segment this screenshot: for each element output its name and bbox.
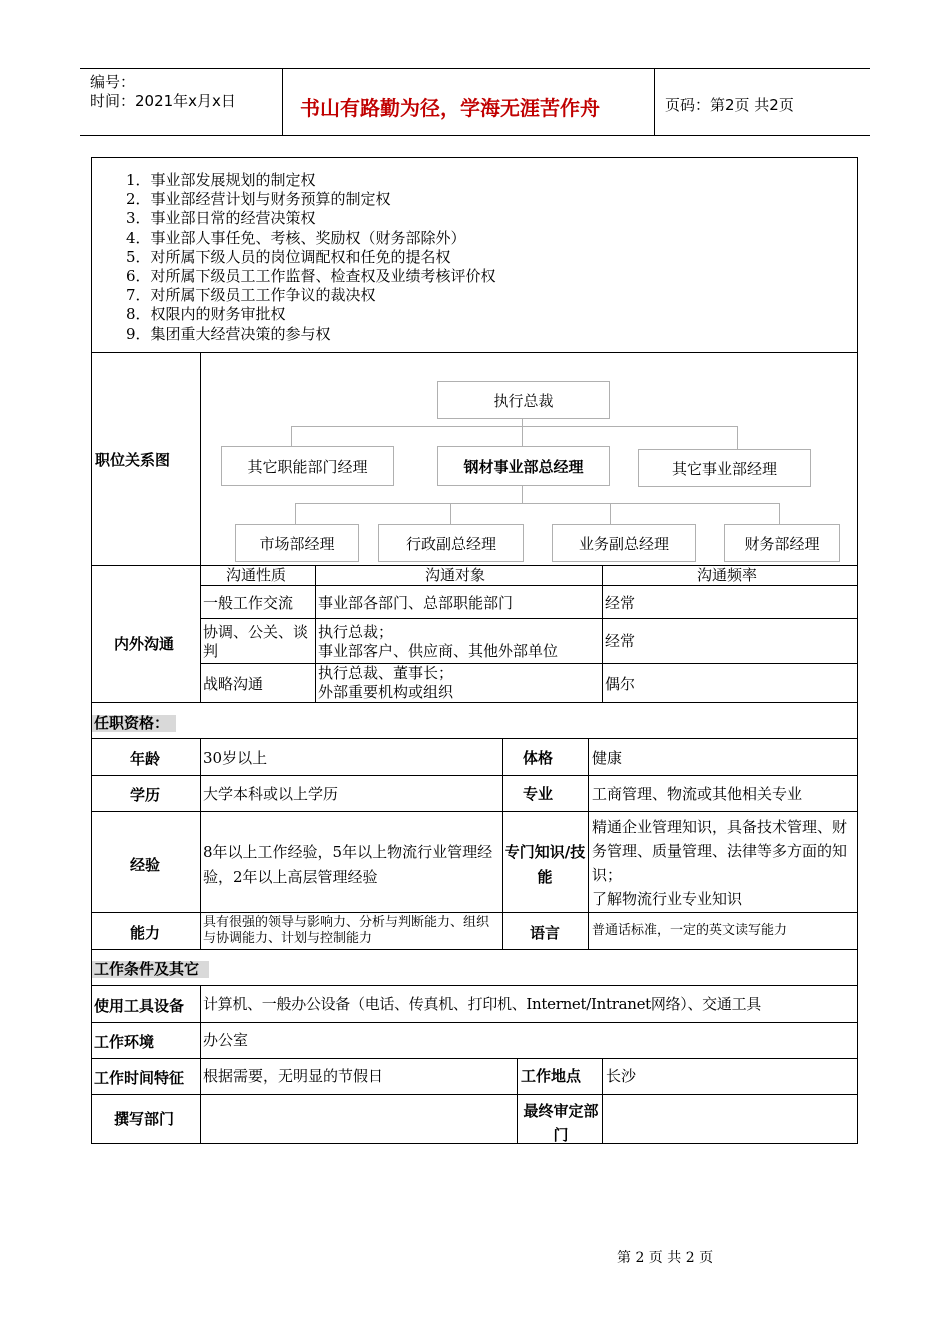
org-connector (737, 426, 738, 449)
list-item: 9．集团重大经营决策的参与权 (126, 324, 331, 343)
row-divider (91, 1094, 858, 1095)
cond-section-title: 工作条件及其它 (94, 960, 200, 978)
ability-value: 具有很强的领导与影响力、分析与判断能力、组织与协调能力、计划与控制能力 (203, 915, 490, 946)
qual-col-divider (502, 738, 503, 949)
list-item: 3．事业部日常的经营决策权 (126, 209, 316, 228)
list-item: 5．对所属下级人员的岗位调配权和任免的提名权 (126, 247, 451, 266)
org-connector (450, 503, 451, 524)
ability-label: 能力 (130, 924, 161, 942)
list-item: 4．事业部人事任免、考核、奖励权（财务部除外） (126, 228, 466, 247)
comm-col-divider (602, 565, 603, 702)
footer-page-number: 第 2 页 共 2 页 (617, 1250, 714, 1266)
header-number-label: 编号： (90, 73, 136, 91)
comm-row-frequency: 偶尔 (605, 675, 636, 693)
list-item: 6．对所属下级员工工作监督、检查权及业绩考核评价权 (126, 267, 496, 286)
comm-header-frequency: 沟通频率 (697, 566, 758, 584)
list-item: 2．事业部经营计划与财务预算的制定权 (126, 190, 391, 209)
comm-divider (200, 663, 858, 664)
row-divider (91, 1058, 858, 1059)
header-page-label: 页码：第2页 共2页 (665, 96, 794, 114)
health-label: 体格 (523, 749, 554, 767)
location-value: 长沙 (606, 1067, 637, 1085)
org-connector (522, 418, 523, 446)
comm-header-object: 沟通对象 (425, 566, 486, 584)
experience-value: 8年以上工作经验，5年以上物流行业管理经验，2年以上高层管理经验 (203, 843, 493, 886)
org-node-marketing: 市场部经理 (235, 524, 359, 562)
work-time-value: 根据需要，无明显的节假日 (203, 1067, 384, 1085)
org-node-admin-vp: 行政副总经理 (378, 524, 524, 562)
approver-label: 最终审定部门 (523, 1102, 599, 1144)
qual-col-divider (588, 738, 589, 949)
org-node-finance: 财务部经理 (724, 524, 840, 562)
row-divider (91, 1022, 858, 1023)
comm-row-object: 执行总裁、董事长； 外部重要机构或组织 (318, 664, 454, 701)
org-connector (295, 503, 780, 504)
header-top-rule (80, 68, 870, 69)
org-connector (291, 426, 738, 427)
org-connector (779, 503, 780, 524)
row-divider (91, 811, 858, 812)
knowledge-label: 专门知识/技能 (504, 843, 586, 886)
language-value: 普通话标准，一定的英文读写能力 (592, 923, 788, 938)
org-connector (610, 503, 611, 524)
org-chart-label: 职位关系图 (95, 451, 171, 469)
row-divider (91, 738, 858, 739)
org-connector (522, 485, 523, 503)
list-item: 7．对所属下级员工工作争议的裁决权 (126, 286, 376, 305)
location-label: 工作地点 (521, 1067, 582, 1085)
org-node-steel-gm: 钢材事业部总经理 (437, 446, 610, 486)
tools-value: 计算机、一般办公设备（电话、传真机、打印机、Internet/Intranet网络）、交通工具 (203, 995, 761, 1013)
org-node-business-vp: 业务副总经理 (552, 524, 696, 562)
org-node-ceo: 执行总裁 (437, 381, 610, 419)
qual-section-title: 任职资格： (94, 714, 170, 732)
education-value: 大学本科或以上学历 (203, 785, 339, 803)
list-item: 1．事业部发展规划的制定权 (126, 171, 316, 189)
list-item: 8．权限内的财务审批权 (126, 305, 286, 324)
col-divider-label (200, 985, 201, 1144)
row-divider (91, 949, 858, 950)
header-time-label: 时间：2021年x月x日 (90, 92, 236, 110)
col-divider-label (200, 738, 201, 949)
comm-row-object: 事业部各部门、总部职能部门 (318, 594, 514, 612)
comm-row-frequency: 经常 (605, 594, 636, 612)
header-divider-left (282, 68, 283, 135)
writer-label: 撰写部门 (114, 1110, 175, 1128)
authority-list (126, 171, 496, 344)
comm-row-nature: 战略沟通 (203, 675, 264, 693)
language-label: 语言 (530, 924, 561, 942)
env-label: 工作环境 (94, 1033, 155, 1051)
col-divider-label (200, 352, 201, 702)
comm-row-frequency: 经常 (605, 632, 636, 650)
cond-col-divider (602, 1058, 603, 1144)
comm-header-nature: 沟通性质 (226, 566, 287, 584)
row-divider (91, 702, 858, 703)
cond-col-divider (517, 1058, 518, 1144)
health-value: 健康 (592, 749, 623, 767)
comm-row-nature: 协调、公关、谈判 (203, 623, 309, 660)
work-time-label: 工作时间特征 (94, 1069, 185, 1087)
age-label: 年龄 (130, 750, 161, 768)
experience-label: 经验 (130, 856, 161, 874)
comm-row-object: 执行总裁； 事业部客户、供应商、其他外部单位 (318, 623, 559, 660)
row-divider (91, 352, 858, 353)
row-divider (91, 912, 858, 913)
comm-divider (200, 618, 858, 619)
org-node-other-functional: 其它职能部门经理 (221, 446, 394, 486)
org-node-other-division: 其它事业部经理 (638, 449, 811, 487)
comm-divider (200, 585, 858, 586)
row-divider (91, 775, 858, 776)
org-connector (291, 426, 292, 446)
comm-label: 内外沟通 (114, 635, 175, 653)
comm-col-divider (315, 565, 316, 702)
header-bottom-rule (80, 135, 870, 136)
age-value: 30岁以上 (203, 749, 268, 767)
env-value: 办公室 (203, 1031, 249, 1049)
row-divider (91, 985, 858, 986)
header-divider-right (654, 68, 655, 135)
comm-row-nature: 一般工作交流 (203, 594, 294, 612)
tools-label: 使用工具设备 (94, 997, 185, 1015)
major-label: 专业 (523, 785, 554, 803)
major-value: 工商管理、物流或其他相关专业 (592, 785, 803, 803)
header-motto: 书山有路勤为径，学海无涯苦作舟 (300, 96, 600, 120)
knowledge-value: 精通企业管理知识，具备技术管理、财务管理、质量管理、法律等多方面的知识； 了解物流行业专业知识 (592, 818, 848, 908)
org-connector (295, 503, 296, 524)
education-label: 学历 (130, 786, 161, 804)
